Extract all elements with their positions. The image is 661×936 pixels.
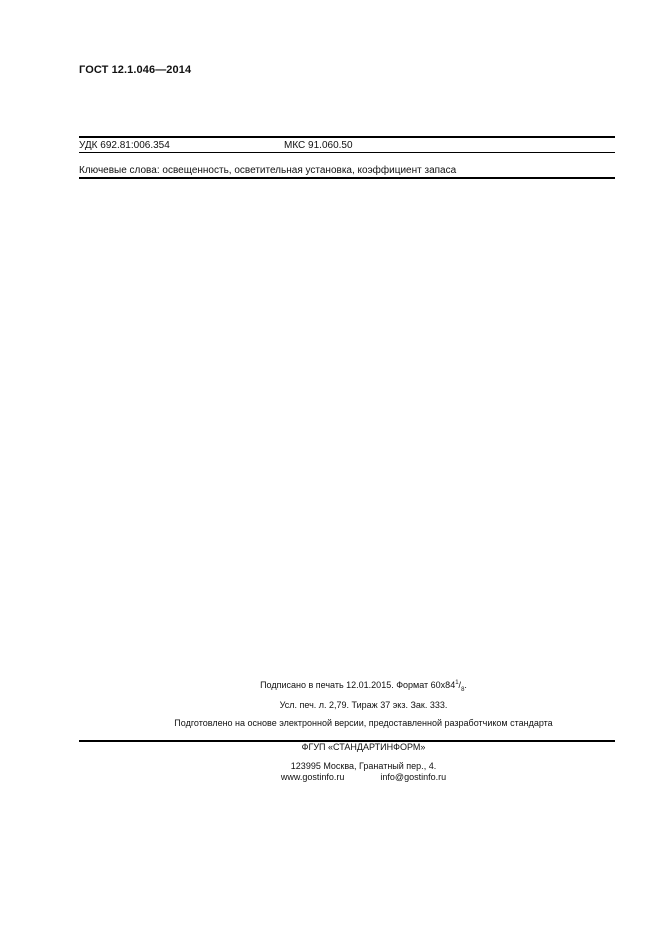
format-numerator: 1 (455, 680, 459, 686)
classification-rule (79, 152, 615, 153)
print-run: Усл. печ. л. 2,79. Тираж 37 экз. Зак. 333. (279, 700, 448, 710)
mks-code: МКС 91.060.50 (284, 140, 353, 151)
email-link[interactable]: info@gostinfo.ru (380, 772, 447, 782)
udk-code: УДК 692.81:006.354 (79, 140, 170, 151)
format-denominator: 8 (461, 686, 465, 693)
signed-text: Подписано в печать 12.01.2015. Формат 60x84 (260, 680, 456, 690)
keywords-line: Ключевые слова: освещенность, осветительная установка, коэффициент запаса (79, 165, 457, 176)
document-code: ГОСТ 12.1.046—2014 (79, 64, 192, 76)
top-rule (79, 136, 615, 138)
publisher-name: ФГУП «СТАНДАРТИНФОРМ» (301, 742, 426, 752)
publisher-address: 123995 Москва, Гранатный пер., 4. (290, 761, 437, 771)
website-link[interactable]: www.gostinfo.ru (280, 772, 345, 782)
prepared-note: Подготовлено на основе электронной версии, предоставленной разработчиком стандарта (174, 718, 553, 728)
contacts-line (33, 772, 661, 782)
signed-for-print: Подписано в печать 12.01.2015. Формат $60x84^1/_8$. (260, 680, 467, 693)
signed-suffix: . (464, 680, 467, 690)
keywords-rule (79, 177, 615, 179)
